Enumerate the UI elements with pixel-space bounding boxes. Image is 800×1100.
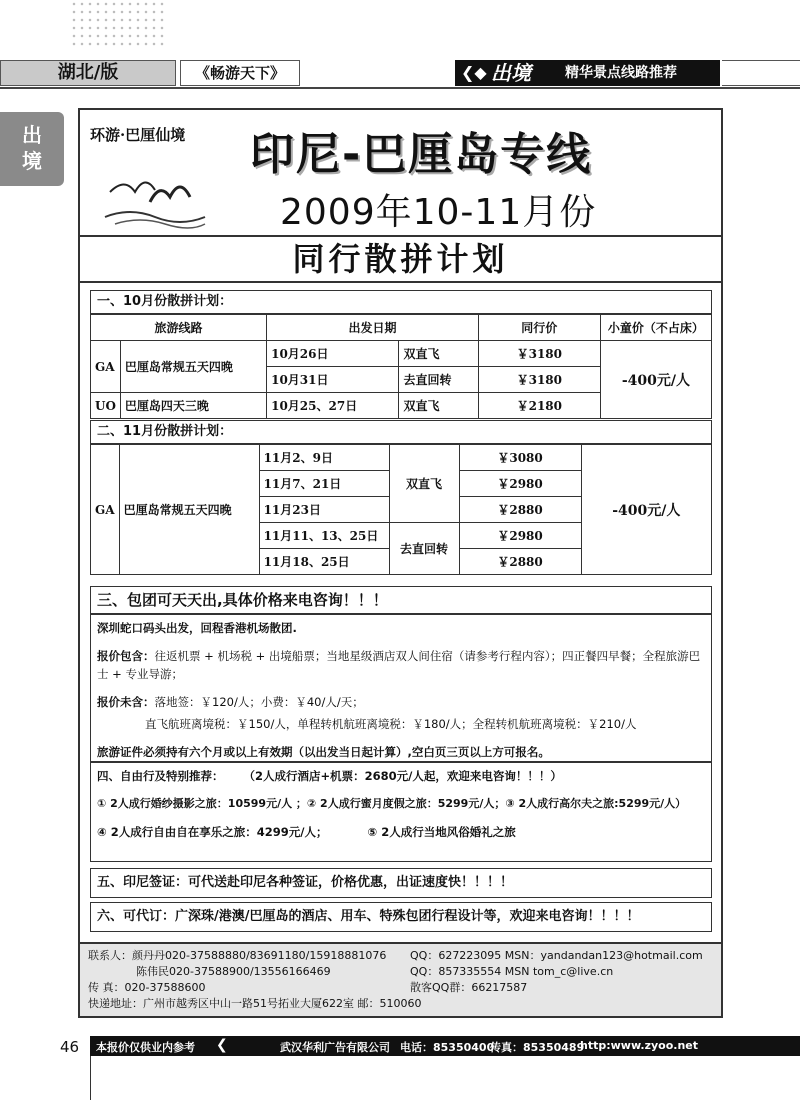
special-item-5: ⑤ 2人成行当地风俗婚礼之旅 [367, 825, 516, 839]
airline-code: GA [91, 445, 120, 575]
section-subtitle: 精华景点线路推荐 [565, 65, 677, 81]
flight-type: 双直飞 [389, 445, 459, 523]
table-row [91, 445, 712, 471]
double-chevron-left-icon: ❮◆ [461, 63, 487, 82]
section-title: 出境 [491, 61, 531, 85]
col-child: 小童价（不占床） [600, 315, 711, 341]
magazine-name: 《畅游天下》 [180, 60, 300, 86]
address-line: 快递地址：广州市越秀区中山一路51号拓业大厦622室 邮：510060 [88, 997, 422, 1010]
group-heading: 三、包团可天天出,具体价格来电咨询！！！ [90, 586, 712, 614]
qq-group-line: 散客QQ群：66217587 [410, 981, 528, 994]
exclude-text: 落地签：￥120/人；小费：￥40/人/天； [154, 695, 364, 709]
flight-type: 双直飞 [399, 341, 478, 367]
table-row [91, 341, 712, 367]
footer-note: 本报价仅供业内参考 [96, 1041, 195, 1054]
page-header [0, 57, 800, 89]
logo-text: 环游·巴厘仙境 [90, 126, 186, 144]
flight-type: 去直回转 [389, 523, 459, 575]
table-header-row [91, 315, 712, 341]
price: ￥3080 [459, 445, 581, 471]
oct-table [90, 314, 712, 419]
depart-note: 深圳蛇口码头出发，回程香港机场散团. [97, 621, 297, 635]
contact-line-1: 联系人：颜丹丹020-37588880/83691180/15918881076 [88, 949, 387, 962]
price: ￥2980 [459, 471, 581, 497]
fax-line: 传 真：020-37588600 [88, 981, 206, 994]
price: ￥2980 [459, 523, 581, 549]
visa-line: 五、印尼签证：可代送赴印尼各种签证，价格优惠，出证速度快！！！！ [90, 868, 712, 898]
page-number: 46 [60, 1038, 80, 1056]
special-heading-line [97, 767, 705, 785]
depart-date: 10月26日 [267, 341, 399, 367]
route-name: 巴厘岛常规五天四晚 [120, 341, 266, 393]
col-price: 同行价 [478, 315, 600, 341]
contact-block [80, 942, 721, 1016]
depart-date: 11月7、21日 [259, 471, 389, 497]
edition-label: 湖北/版 [0, 60, 176, 86]
depart-date: 10月25、27日 [267, 393, 399, 419]
depart-date: 11月23日 [259, 497, 389, 523]
section-banner [455, 60, 720, 86]
special-line-1: ① 2人成行婚纱摄影之旅：10599元/人 ；② 2人成行蜜月度假之旅：5299元/人；③ 2人成行高尔夫之旅:5299元/人） [97, 797, 687, 810]
col-date: 出发日期 [267, 315, 479, 341]
footer-bar [90, 1036, 800, 1056]
contact-line-2-right: QQ：857335554 MSN tom_c@live.cn [410, 965, 614, 978]
include-text: 往返机票 + 机场税 + 出境船票；当地星级酒店双人间住宿（请参考行程内容）；四正餐四早餐；全程旅游巴士 + 专业导游； [97, 649, 701, 681]
nov-heading: 二、11月份散拼计划： [90, 420, 712, 444]
special-line-2 [97, 823, 705, 841]
agent-line: 六、可代订：广深珠/港澳/巴厘岛的酒店、用车、特殊包团行程设计等，欢迎来电咨询！！！！ [90, 902, 712, 932]
price: ￥3180 [478, 367, 600, 393]
depart-date: 10月31日 [267, 367, 399, 393]
bird-wave-icon [100, 162, 210, 232]
depart-date: 11月11、13、25日 [259, 523, 389, 549]
airline-code: GA [91, 341, 121, 393]
plan-heading: 同行散拼计划 [80, 235, 721, 283]
contact-line-1-right: QQ：627223095 MSN：yandandan123@hotmail.com [410, 949, 703, 962]
price: ￥3180 [478, 341, 600, 367]
footer-company: 武汉华利广告有限公司 [280, 1041, 390, 1054]
contact-line-2: 陈伟民020-37588900/13556166469 [136, 965, 331, 978]
include-line [97, 647, 705, 683]
special-heading: 四、自由行及特别推荐： [97, 769, 224, 783]
price: ￥2180 [478, 393, 600, 419]
tax-line: 直飞航班离境税：￥150/人，单程转机航班离境税：￥180/人；全程转机航班离境税：￥210/人 [145, 717, 637, 731]
side-tab [0, 112, 64, 186]
flight-type: 去直回转 [399, 367, 478, 393]
oct-heading: 一、10月份散拼计划： [90, 290, 712, 314]
footer-web: http:www.zyoo.net [580, 1039, 698, 1052]
route-name: 巴厘岛四天三晚 [120, 393, 266, 419]
chevron-left-icon: ❮ [216, 1037, 228, 1053]
exclude-line [97, 693, 705, 711]
group-details [90, 614, 712, 762]
footer-rule [90, 1056, 91, 1100]
header-rule [722, 60, 800, 86]
depart-date: 11月2、9日 [259, 445, 389, 471]
decor-dots [70, 0, 165, 48]
price: ￥2880 [459, 497, 581, 523]
airline-code: UO [91, 393, 121, 419]
depart-date: 11月18、25日 [259, 549, 389, 575]
route-name: 巴厘岛常规五天四晚 [119, 445, 259, 575]
child-price: -400元/人 [600, 341, 711, 419]
footer-fax: 传真：85350489 [490, 1041, 585, 1054]
side-tab-label: 出境 [22, 123, 42, 173]
exclude-label: 报价未含： [97, 695, 155, 709]
child-price: -400元/人 [581, 445, 711, 575]
special-item-4: ④ 2人成行自由自在享乐之旅：4299元/人； [97, 825, 328, 839]
include-label: 报价包含： [97, 649, 155, 663]
ad-page [78, 108, 723, 1018]
special-note: （2人成行酒店+机票：2680元/人起，欢迎来电咨询！！！） [243, 769, 562, 783]
logo [90, 124, 220, 234]
main-title: 印尼-巴厘岛专线 [250, 129, 593, 180]
nov-table [90, 444, 712, 575]
col-route: 旅游线路 [91, 315, 267, 341]
passport-note: 旅游证件必须持有六个月或以上有效期（以出发当日起计算）,空白页三页以上方可报名。 [97, 745, 550, 759]
special-box [90, 762, 712, 862]
flight-type: 双直飞 [399, 393, 478, 419]
date-title: 2009年10-11月份 [280, 192, 597, 233]
footer-phone: 电话：85350400 [400, 1041, 495, 1054]
price: ￥2880 [459, 549, 581, 575]
